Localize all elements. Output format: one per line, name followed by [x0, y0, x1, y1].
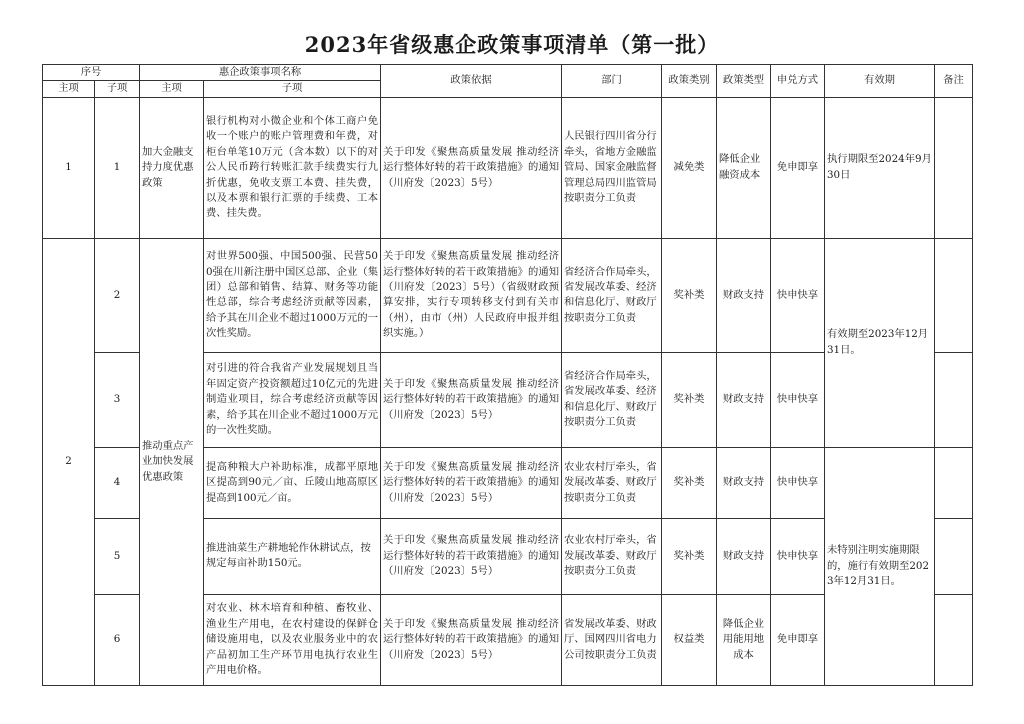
sub-name-cell: 推进油菜生产耕地轮作休耕试点，按规定每亩补助150元。 — [204, 518, 381, 594]
main-no-cell: 1 — [43, 97, 95, 238]
type-cell: 降低企业融资成本 — [717, 97, 771, 238]
category-cell: 减免类 — [662, 97, 717, 238]
header-validity: 有效期 — [825, 65, 935, 98]
dept-cell: 农业农村厅牵头，省发展改革委、财政厅按职责分工负责 — [562, 518, 662, 594]
dept-cell: 省经济合作局牵头，省发展改革委、经济和信息化厅、财政厅按职责分工负责 — [562, 352, 662, 447]
table-row — [43, 238, 973, 352]
sub-no-cell: 3 — [95, 352, 140, 447]
header-remark: 备注 — [935, 65, 973, 98]
method-cell: 免申即享 — [771, 97, 825, 238]
basis-cell: 关于印发《聚焦高质量发展 推动经济运行整体好转的若干政策措施》的通知（川府发〔2023〕5号） — [381, 518, 562, 594]
header-method: 申兑方式 — [771, 65, 825, 98]
sub-no-cell: 1 — [95, 97, 140, 238]
dept-cell: 农业农村厅牵头，省发展改革委、财政厅按职责分工负责 — [562, 447, 662, 518]
type-cell: 财政支持 — [717, 352, 771, 447]
header-seq: 序号 — [43, 65, 140, 81]
main-no-cell: 2 — [43, 238, 95, 685]
header-row-1 — [43, 65, 973, 81]
sub-name-cell: 对世界500强、中国500强、民营500强在川新注册中国区总部、企业（集团）总部和销售、结算、财务等功能性总部，综合考虑经济贡献等因素，给予其在川企业不超过1000万元的一次性奖励。 — [204, 238, 381, 352]
main-name-cell: 加大金融支持力度优惠政策 — [140, 97, 204, 238]
header-sub-item: 子项 — [95, 81, 140, 97]
remark-cell — [935, 238, 973, 352]
basis-cell: 关于印发《聚焦高质量发展 推动经济运行整体好转的若干政策措施》的通知（川府发〔2023〕5号） — [381, 97, 562, 238]
method-cell: 快申快享 — [771, 447, 825, 518]
type-cell: 财政支持 — [717, 238, 771, 352]
method-cell: 快申快享 — [771, 352, 825, 447]
header-main-name: 主项 — [140, 81, 204, 97]
main-name-cell: 推动重点产业加快发展优惠政策 — [140, 238, 204, 685]
header-dept: 部门 — [562, 65, 662, 98]
method-cell: 快申快享 — [771, 518, 825, 594]
sub-no-cell: 5 — [95, 518, 140, 594]
document-title: 2023年省级惠企政策事项清单（第一批） — [304, 32, 720, 57]
header-category: 政策类别 — [662, 65, 717, 98]
remark-cell — [935, 594, 973, 685]
header-basis: 政策依据 — [381, 65, 562, 98]
header-main-item: 主项 — [43, 81, 95, 97]
type-cell: 财政支持 — [717, 518, 771, 594]
basis-cell: 关于印发《聚焦高质量发展 推动经济运行整体好转的若干政策措施》的通知（川府发〔2023〕5号） — [381, 594, 562, 685]
dept-cell: 人民银行四川省分行牵头，省地方金融监管局、国家金融监督管理总局四川监管局按职责分工负责 — [562, 97, 662, 238]
category-cell: 奖补类 — [662, 238, 717, 352]
remark-cell — [935, 352, 973, 447]
type-cell: 财政支持 — [717, 447, 771, 518]
dept-cell: 省经济合作局牵头，省发展改革委、经济和信息化厅、财政厅按职责分工负责 — [562, 238, 662, 352]
category-cell: 奖补类 — [662, 352, 717, 447]
sub-no-cell: 4 — [95, 447, 140, 518]
remark-cell — [935, 97, 973, 238]
method-cell: 免申即享 — [771, 594, 825, 685]
header-type: 政策类型 — [717, 65, 771, 98]
basis-cell: 关于印发《聚焦高质量发展 推动经济运行整体好转的若干政策措施》的通知（川府发〔2023〕5号） — [381, 352, 562, 447]
sub-no-cell: 2 — [95, 238, 140, 352]
sub-name-cell: 对农业、林木培育和种植、畜牧业、渔业生产用电，在农村建设的保鲜仓储设施用电，以及农业服务业中的农产品初加工生产环节用电执行农业生产用电价格。 — [204, 594, 381, 685]
validity-cell: 执行期限至2024年9月30日 — [825, 97, 935, 238]
category-cell: 奖补类 — [662, 518, 717, 594]
remark-cell — [935, 447, 973, 518]
table-row — [43, 97, 973, 238]
category-cell: 权益类 — [662, 594, 717, 685]
method-cell: 快申快享 — [771, 238, 825, 352]
validity-cell: 有效期至2023年12月31日。 — [825, 238, 935, 447]
dept-cell: 省发展改革委、财政厅、国网四川省电力公司按职责分工负责 — [562, 594, 662, 685]
basis-cell: 关于印发《聚焦高质量发展 推动经济运行整体好转的若干政策措施》的通知（川府发〔2023〕5号）（省级财政预算安排，实行专项转移支付到有关市（州），由市（州）人民政府申报并组织实施。） — [381, 238, 562, 352]
sub-name-cell: 提高种粮大户补助标准，成都平原地区提高到90元／亩、丘陵山地高原区提高到100元／亩。 — [204, 447, 381, 518]
sub-no-cell: 6 — [95, 594, 140, 685]
header-sub-name: 子项 — [204, 81, 381, 97]
sub-name-cell: 银行机构对小微企业和个体工商户免收一个账户的账户管理费和年费，对柜台单笔10万元（含本数）以下的对公人民币跨行转账汇款手续费实行九折优惠，免收支票工本费、挂失费，以及本票和银行汇票的手续费、工本费、挂失费。 — [204, 97, 381, 238]
basis-cell: 关于印发《聚焦高质量发展 推动经济运行整体好转的若干政策措施》的通知（川府发〔2023〕5号） — [381, 447, 562, 518]
policy-table — [42, 64, 973, 686]
category-cell: 奖补类 — [662, 447, 717, 518]
header-policy-name: 惠企政策事项名称 — [140, 65, 381, 81]
validity-cell: 未特别注明实施期限的，施行有效期至2023年12月31日。 — [825, 447, 935, 685]
type-cell: 降低企业用能用地成本 — [717, 594, 771, 685]
sub-name-cell: 对引进的符合我省产业发展规划且当年固定资产投资额超过10亿元的先进制造业项目，综合考虑经济贡献等因素，给予其在川企业不超过1000万元的一次性奖励。 — [204, 352, 381, 447]
remark-cell — [935, 518, 973, 594]
